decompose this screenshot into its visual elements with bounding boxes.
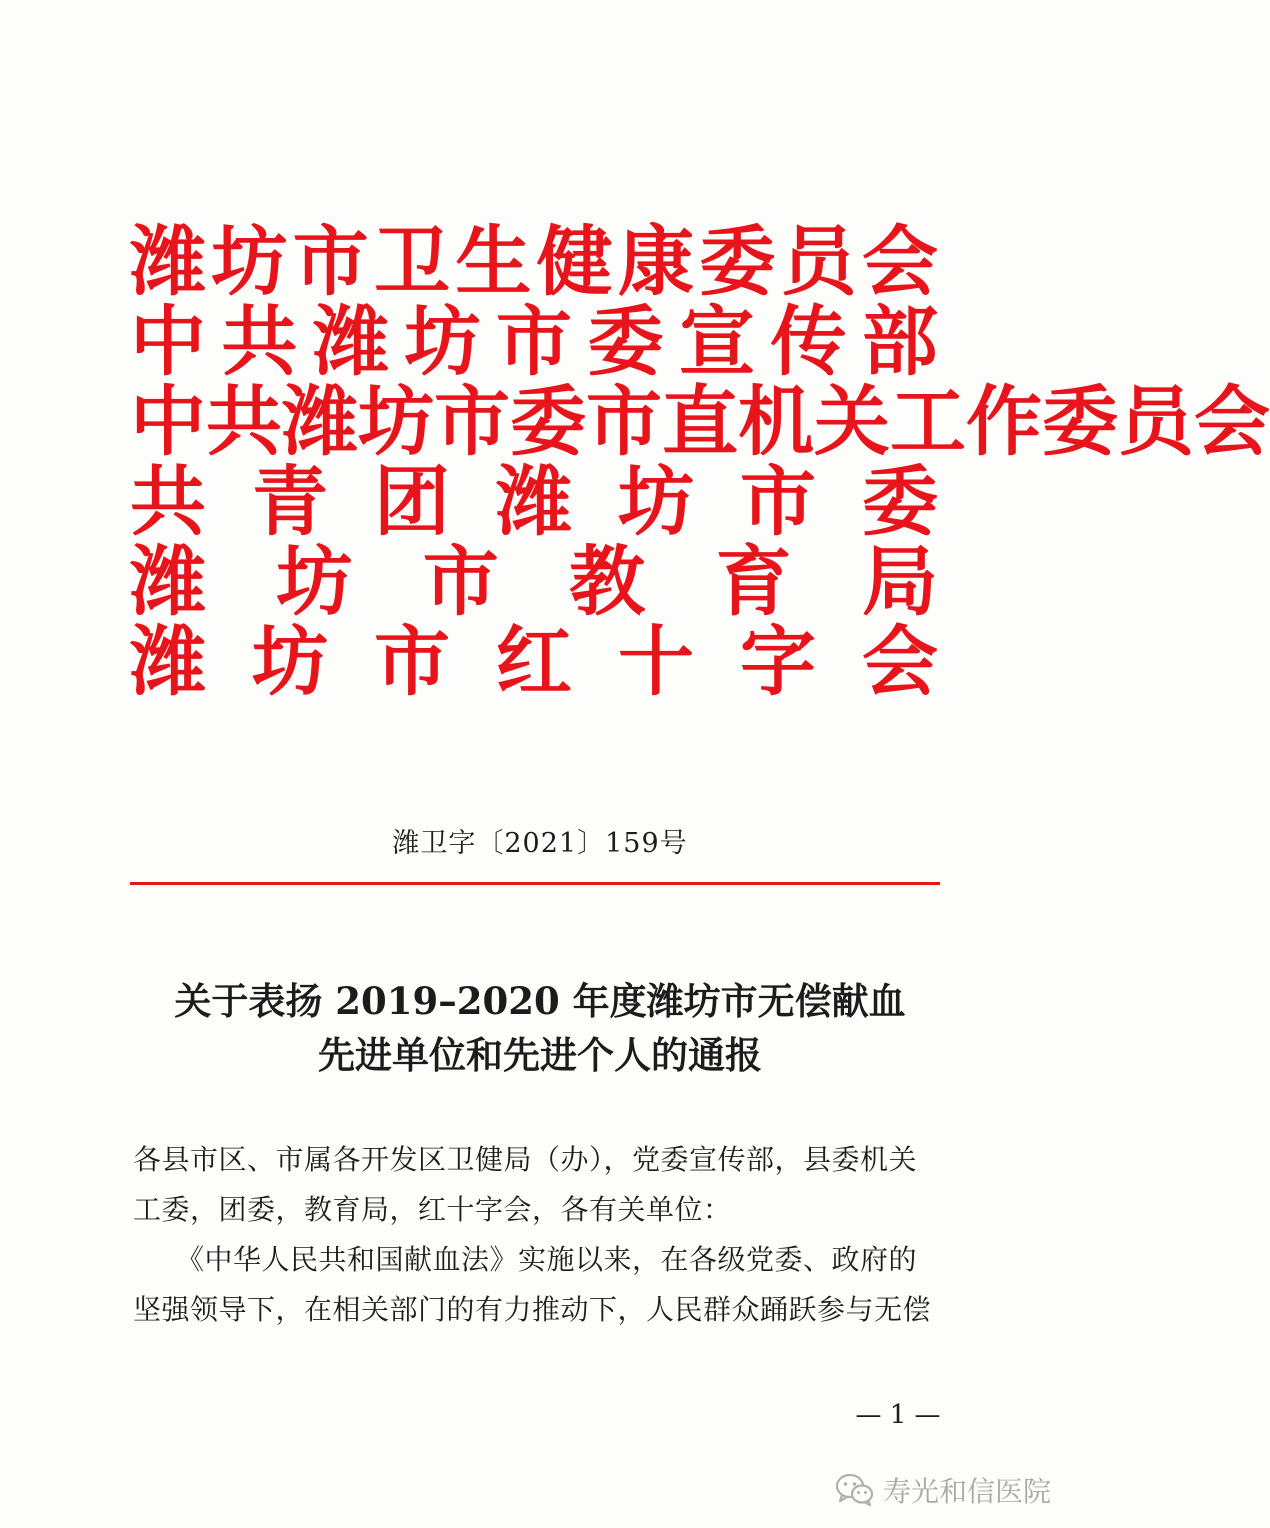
wechat-icon: [835, 1473, 875, 1507]
issuer-character: 坊: [276, 537, 353, 626]
issuer-character: 部: [862, 297, 938, 386]
issuer-character: 直: [662, 377, 738, 466]
issuer-character: 市: [586, 377, 662, 466]
issuer-character: 中: [130, 377, 206, 466]
body-text-line: 《中华人民共和国献血法》实施以来，在各级党委、政府的: [133, 1243, 918, 1276]
issuing-organization-line: [130, 617, 938, 706]
body-text-line: 工委，团委，教育局，红十字会，各有关单位：: [133, 1193, 732, 1226]
issuer-character: 潍: [130, 217, 206, 306]
issuer-character: 市: [292, 217, 369, 306]
document-number: 潍卫字〔2021〕159号: [392, 828, 688, 859]
issuer-character: 坊: [252, 617, 328, 706]
issuer-character: 共: [130, 457, 206, 546]
issuer-character: 字: [740, 617, 816, 706]
issuer-character: 市: [434, 377, 510, 466]
issuer-character: 工: [890, 377, 966, 466]
issuer-character: 育: [715, 537, 792, 626]
issuer-character: 宣: [679, 297, 755, 386]
issuing-organization-line: [130, 457, 938, 546]
red-separator-line: [130, 882, 940, 885]
issuer-character: 潍: [282, 377, 358, 466]
issuer-character: 机: [738, 377, 814, 466]
issuer-character: 员: [1118, 377, 1194, 466]
issuer-character: 市: [374, 617, 450, 706]
issuer-character: 团: [374, 457, 450, 546]
issuer-character: 关: [814, 377, 890, 466]
issuer-character: 传: [770, 297, 847, 386]
issuer-character: 青: [252, 457, 328, 546]
issuer-character: 委: [510, 377, 586, 466]
issuer-character: 会: [1194, 377, 1270, 466]
issuer-character: 卫: [373, 217, 450, 306]
page-number: — 1 —: [855, 1400, 941, 1430]
issuer-character: 员: [780, 217, 857, 306]
issuing-organization-line: [130, 297, 938, 386]
issuer-character: 委: [1042, 377, 1118, 466]
document-title-line-1: 关于表扬 2019–2020 年度潍坊市无偿献血: [174, 979, 906, 1023]
issuer-character: 生: [455, 217, 532, 306]
issuer-character: 康: [617, 217, 694, 306]
issuer-character: 共: [206, 377, 282, 466]
issuer-character: 潍: [130, 617, 206, 706]
issuer-character: 健: [536, 217, 613, 306]
issuer-character: 委: [862, 457, 938, 546]
issuer-character: 会: [861, 217, 938, 306]
issuing-organization-line: [130, 377, 1270, 466]
body-text-line: 坚强领导下，在相关部门的有力推动下，人民群众踊跃参与无偿: [133, 1293, 932, 1326]
issuer-character: 坊: [404, 297, 481, 386]
watermark: [835, 1470, 1051, 1510]
issuer-character: 会: [862, 617, 938, 706]
issuer-character: 坊: [618, 457, 694, 546]
issuer-character: 潍: [130, 537, 206, 626]
issuing-organization-line: [130, 217, 938, 306]
issuer-character: 十: [618, 617, 694, 706]
issuer-character: 潍: [313, 297, 389, 386]
issuer-character: 委: [699, 217, 776, 306]
issuer-character: 市: [422, 537, 499, 626]
issuer-character: 中: [130, 297, 206, 386]
issuer-character: 作: [966, 377, 1042, 466]
issuer-character: 局: [861, 537, 938, 626]
issuer-character: 红: [496, 617, 572, 706]
issuer-character: 坊: [358, 377, 434, 466]
issuer-character: 市: [740, 457, 816, 546]
issuer-character: 潍: [496, 457, 572, 546]
issuer-character: 共: [221, 297, 298, 386]
body-text-line: 各县市区、市属各开发区卫健局（办），党委宣传部，县委机关: [133, 1143, 918, 1176]
issuing-organization-line: [130, 537, 938, 626]
issuer-character: 委: [587, 297, 664, 386]
document-title-line-2: 先进单位和先进个人的通报: [318, 1033, 762, 1077]
issuer-character: 坊: [211, 217, 288, 306]
issuer-character: 市: [496, 297, 572, 386]
watermark-text: 寿光和信医院: [883, 1475, 1052, 1508]
issuer-character: 教: [569, 537, 646, 626]
